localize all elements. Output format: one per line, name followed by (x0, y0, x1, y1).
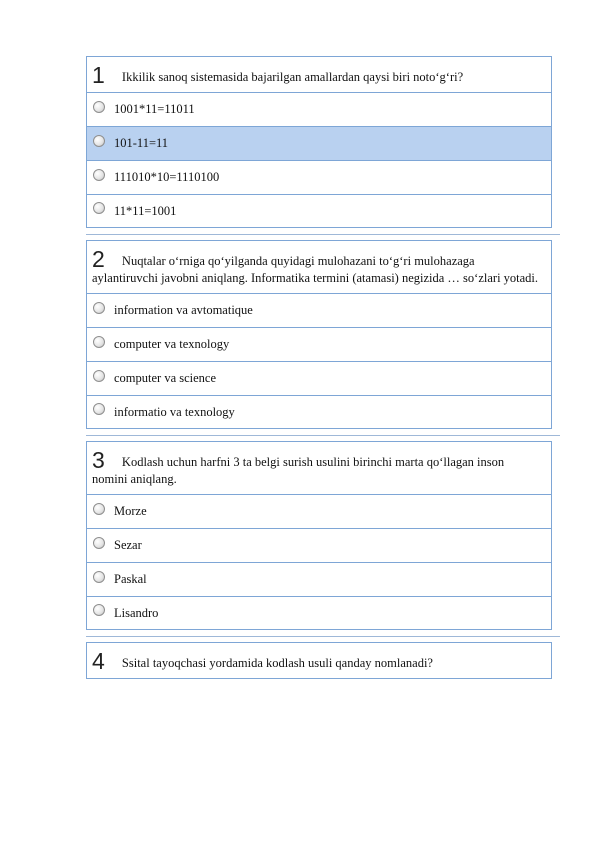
answer-option-selected[interactable] (86, 126, 552, 160)
radio-icon[interactable] (93, 537, 105, 549)
question-header (86, 56, 552, 92)
radio-icon[interactable] (93, 202, 105, 214)
answer-option-label: Morze (114, 504, 147, 518)
radio-icon[interactable] (93, 101, 105, 113)
question-2 (86, 240, 552, 429)
answer-option[interactable] (86, 194, 552, 228)
answer-option[interactable] (86, 562, 552, 596)
radio-icon[interactable] (93, 302, 105, 314)
answer-option[interactable] (86, 596, 552, 630)
question-text: Kodlash uchun harfni 3 ta belgi surish usulini birinchi marta qo‘llagan inson nomini aniqlang. (92, 455, 505, 486)
question-3 (86, 441, 552, 630)
question-text: Nuqtalar o‘rniga qo‘yilganda quyidagi mulohazani to‘g‘ri mulohazaga aylantiruvchi javobni aniqlang. Informatika termini (atamasi) negizida … so‘zlari yotadi. (92, 254, 539, 285)
quiz (86, 56, 552, 679)
answer-option-label: Lisandro (114, 605, 159, 620)
question-number: 4 (92, 648, 105, 674)
answer-option-label: computer va texnology (114, 337, 230, 351)
question-text: Ssital tayoqchasi yordamida kodlash usuli qanday nomlanadi? (121, 656, 433, 670)
answer-option[interactable] (86, 528, 552, 562)
radio-icon[interactable] (93, 336, 105, 348)
radio-icon[interactable] (93, 571, 105, 583)
answer-option-label: 101-11=11 (114, 136, 169, 150)
radio-icon[interactable] (93, 135, 105, 147)
question-number: 1 (92, 62, 105, 88)
answer-option[interactable] (86, 293, 552, 327)
radio-icon[interactable] (93, 604, 105, 616)
question-header (86, 441, 552, 494)
question-number: 3 (92, 447, 105, 473)
answer-option[interactable] (86, 395, 552, 429)
answer-option[interactable] (86, 494, 552, 528)
answer-option-label: Sezar (114, 538, 142, 552)
answer-option-label: 111010*10=1110100 (114, 170, 220, 184)
answer-option-label: 11*11=1001 (114, 203, 177, 218)
question-divider (86, 228, 552, 240)
question-4 (86, 642, 552, 679)
radio-icon[interactable] (93, 503, 105, 515)
answer-option-label: informatio va texnology (114, 404, 235, 419)
answer-option-label: 1001*11=11011 (114, 102, 195, 116)
answer-option[interactable] (86, 92, 552, 126)
question-1 (86, 56, 552, 228)
radio-icon[interactable] (93, 403, 105, 415)
radio-icon[interactable] (93, 370, 105, 382)
answer-option[interactable] (86, 327, 552, 361)
answer-option-label: Paskal (114, 572, 147, 586)
question-header (86, 240, 552, 293)
question-number: 2 (92, 246, 105, 272)
question-header (86, 642, 552, 679)
radio-icon[interactable] (93, 169, 105, 181)
question-divider (86, 630, 552, 642)
answer-option[interactable] (86, 361, 552, 395)
answer-option-label: computer va science (114, 371, 217, 385)
question-text: Ikkilik sanoq sistemasida bajarilgan amallardan qaysi biri noto‘g‘ri? (121, 70, 464, 84)
answer-option-label: information va avtomatique (114, 303, 253, 317)
answer-option[interactable] (86, 160, 552, 194)
question-divider (86, 429, 552, 441)
